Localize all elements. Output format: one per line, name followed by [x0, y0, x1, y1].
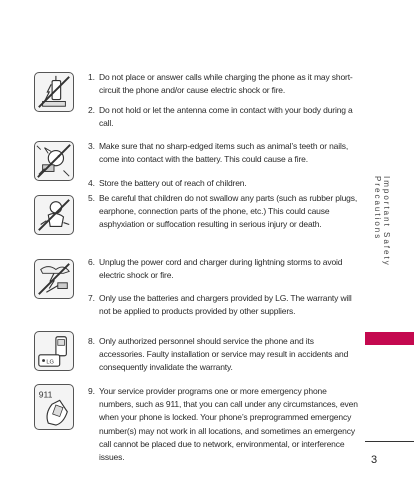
section-accent-bar — [365, 332, 414, 345]
item-text: Your service provider programs one or more emergency phone numbers, such as 911, that you can call under any circumstances, even when your phone is locked. Your phone’s preprogrammed emergency number(s) may not work in all locations, and sometimes an emergency call cannot be placed due to network, environmental, or interference issues. — [99, 386, 358, 463]
item-text: Unplug the power cord and charger during lightning storms to avoid electric shock or fire. — [99, 257, 343, 281]
child-swallowing-parts-icon — [34, 195, 74, 235]
item-text: Be careful that children do not swallow any parts (such as rubber plugs, earphone, connection parts of the phone, etc.) This could cause asphyxiation or suffocation resulting in serious injury or death. — [99, 193, 358, 230]
battery-and-charger-icon — [34, 331, 74, 371]
item-text: Make sure that no sharp-edged items such as animal’s teeth or nails, come into contact with the battery. This could cause a fire. — [99, 141, 349, 165]
item-number: 4. — [88, 178, 95, 188]
item-text: Do not place or answer calls while charging the phone as it may short-circuit the phone and/or cause electric shock or fire. — [99, 72, 353, 96]
item-text: Store the battery out of reach of children. — [99, 178, 247, 188]
item-text: Do not hold or let the antenna come in contact with your body during a call. — [99, 105, 353, 129]
charging-phone-prohibited-icon — [34, 72, 74, 112]
dog-biting-battery-icon — [34, 141, 74, 181]
lightning-unplug-icon — [34, 259, 74, 299]
list-item — [88, 140, 358, 166]
list-item — [88, 256, 358, 282]
item-number: 2. — [88, 105, 95, 115]
item-number: 6. — [88, 257, 95, 267]
item-number: 9. — [88, 386, 95, 396]
list-item — [88, 335, 358, 375]
item-text: Only authorized personnel should service the phone and its accessories. Faulty installation or service may result in accidents and consequently invalidate the warranty. — [99, 336, 349, 373]
item-number: 7. — [88, 293, 95, 303]
list-item — [88, 192, 358, 232]
list-item — [88, 292, 358, 318]
item-number: 8. — [88, 336, 95, 346]
section-title: Important Safety Precautions — [373, 176, 391, 267]
911-label: 911 — [38, 389, 53, 400]
lg-label: LG — [46, 359, 54, 366]
page-number: 3 — [371, 454, 378, 466]
page-number-rule — [365, 441, 414, 442]
item-text: Only use the batteries and chargers provided by LG. The warranty will not be applied to products provided by other suppliers. — [99, 293, 352, 317]
item-number: 5. — [88, 193, 95, 203]
list-item — [88, 177, 358, 190]
emergency-911-phone-icon — [34, 384, 74, 430]
list-item — [88, 71, 358, 97]
list-item — [88, 385, 358, 464]
list-item — [88, 104, 358, 130]
item-number: 3. — [88, 141, 95, 151]
item-number: 1. — [88, 72, 95, 82]
